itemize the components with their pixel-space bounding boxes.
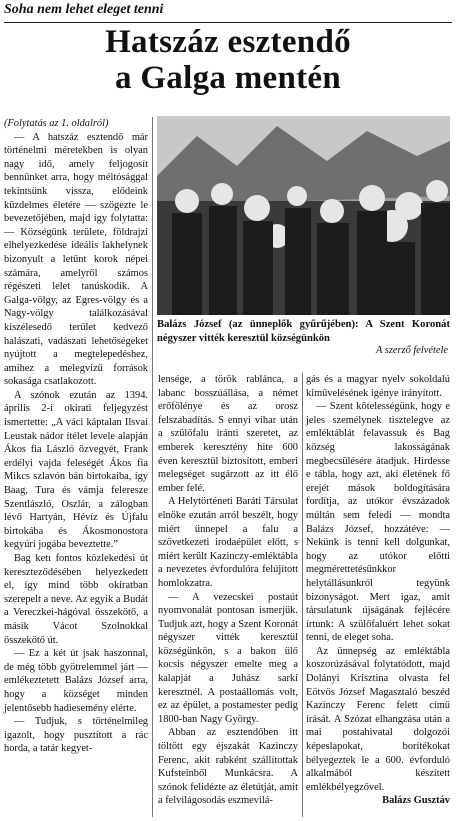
article-paragraph: lensége, a török rablánca, a labanc bosszúállása, a német erőfölénye és az orosz felszabadítás. S ennyi vihar után a szülőfalu iránti szeretet, az emberek keresztény hite 600 éven keresztül biztosított, emberi melegséget sugárzott az itt élő ember felé. [158,374,298,494]
article-paragraph: — A vezecskei postaút nyomvonalát pontosan ismerjük. Tudjuk azt, hogy a Szent Koronát négyszer vitték keresztül községünkön, s a bakon ülő kocsis négyszer emelte meg a kalapját a Juhász sarki keresztnél. A postaállomás volt, ez az épület, a postamester pedig 1800-ban Nagy György. [158,591,298,725]
article-paragraph: Az ünnepség az emléktábla koszorúzásával folytatódott, majd Dolányi Krisztina olvasta fel Eötvös József Magasztaló beszéd Kazinczy Ferenc felett című írását. A Szózat elhangzása után a mai postahivatal dolgozói képeslapokat, borítékokat bélyegeztek le a 600. évforduló alkalmából készített emlékbélyegzővel. [306,645,450,793]
article-paragraph: — Ez a két út jsak haszonnal, de még több gyötrelemmel járt — emlékeztetett Balázs József arra, hogy a községet minden jelentősebb hadiesemény elérte. [4,648,148,714]
article-paragraph: — A hatszáz esztendő már történelmi méretekben is olyan nagy idő, amely feljogosít bennünket arra, hogy méltósággal tekintsünk vissza, elődeink küzdelmes életére — szögezte le bevezetőjében, majd így folytatta: — Községünk területe, földrajzi elhelyezkedése ideális lakhelynek bizonyult a letűnt korok népei számára, amelyről számos régészeti lelet tanúskodik. A Galga-völgy, az Egres-völgy és a Nagy-völgy találkozásával kiszélesedő terület kedvező halászati, vadászati lehetőségeket nyújtott a megtelepedéshez, amihez a melegvizű források sokasága csatlakozott. [4,131,148,388]
article-column-2 [158,373,298,808]
article-paragraph: A szónok ezután az 1394. április 2-i okirati feljegyzést ismertette: „A váci káptalan Ilsvai Leustak nádor ítélet levele alapján Ákos fia László özvegyét, Frank erdélyi vajda feleségét Ákos fia Mikcs szlavón bán birtokaiba, így Baag, Tura és vámja feleresze Szentlászló, Oszlár, a zálogban lévő Hartyán, Hévíz és Újfalu birtokába és Ákosmonostora kegyúri jogába beveztette.” [4,389,148,551]
headline-line-2: a Galga mentén [114,60,341,96]
photo-credit: A szerző felvétele [376,345,448,356]
continuation-note: (Folytatás az 1. oldalról) [4,118,109,129]
article-column-1 [4,117,148,756]
article-paragraph: — Szent kötelességünk, hogy e jeles személynek tisztelegve az emléktáblát felavassuk és Bag község lakosságának megbecsülésére átadjuk. Hirdesse e tábla, hogy azt, aki életének fő erejét mások boldogítására fordítja, az utókor évszázadok múltán sem feledi — mondta Balázs József, hozzátéve: — Nekünk is tenni kell dolgunkat, hogy az utókor előtti megmérettetésünkkor helytállásunkról tegyünk bizonyságot. Mert igaz, amit társulatunk újságának fejlécére írtunk: A szülőfaluért lehet sokat tenni, de eleget soha. [306,401,450,644]
article-paragraph: gás és a magyar nyelv sokoldalú kiművelésének igénye irányított. [306,374,450,399]
photo-caption: Balázs József (az ünneplők gyűrűjében): A Szent Koronát négyszer vitték keresztül községünkön [157,319,450,344]
author-signature: Balázs Gusztáv [382,795,450,807]
article-paragraph: A Helytörténeti Baráti Társulat elnöke ezután arról beszélt, hogy miért ünnepel a falu a szövetkezeti irodaépület előtt, s miért került Kazinczy-emléktábla a nevezetes évfordulóra felújított homlokzatra. [158,496,298,589]
article-paragraph: Bag ketı fontos közlekedési út kereszteződésében helyezkedett el, így mind több okiratban szerepelt a neve. Az egyik a Budát a Vereczkei-hágóval összekötő, a másik Vácot Szolnokkal összekötő út. [4,553,148,646]
headline [0,24,456,96]
top-rule [4,22,452,23]
article-paragraph: — Tudjuk, s történelmileg igazolt, hogy pusztított a rác horda, a tatár kegyet- [4,716,148,755]
news-photo [157,116,450,315]
article-paragraph: Abban az esztendőben itt töltött egy éjszakát Kazinczy Ferenc, akit rabként szállítottak Kufsteinből Munkácsra. A szónok felidézte az életútját, amit a felvilágosodás eszmevilá- [158,727,298,807]
article-column-3 [306,373,450,808]
column-divider [152,117,153,817]
headline-line-1: Hatszáz esztendő [105,24,351,60]
kicker: Soha nem lehet eleget tenni [4,2,164,17]
crowd-illustration [157,116,450,315]
column-divider [302,373,303,817]
